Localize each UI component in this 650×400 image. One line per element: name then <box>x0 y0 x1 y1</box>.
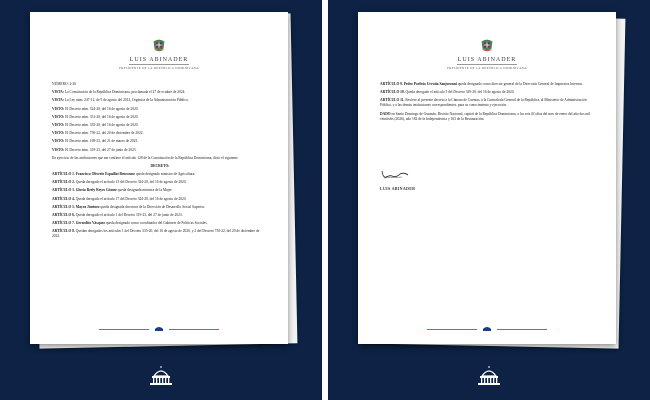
visto-item: VISTA: La Constitución de la República Dominicana, proclamada el 27 de octubre de 2024. <box>52 90 186 95</box>
letterhead-title: PRESIDENTE DE LA REPÚBLICA DOMINICANA <box>447 66 527 70</box>
articles-list-page-2 <box>380 82 596 108</box>
palace-mini-icon <box>154 325 164 331</box>
decree-body-page-2 <box>380 82 596 125</box>
letterhead-name: LUIS ABINADER <box>457 57 517 63</box>
article-item: ARTÍCULO 6. Queda derogado el artículo 1 del Decreto 319-23, del 27 de junio de 2023. <box>52 213 183 217</box>
article-item: ARTÍCULO 5. Mayra Jiménez queda designada directora de la Dirección de Desarrollo Social Superior. <box>52 204 206 209</box>
coat-of-arms-icon <box>478 36 496 54</box>
visto-item: VISTO: El Decreto núm. 335-20, del 16 de agosto de 2020. <box>52 122 139 127</box>
article-item: ARTÍCULO 3. Gloria Reely Reyes Gómez queda designada ministra de la Mujer. <box>52 188 173 193</box>
palace-mini-icon <box>482 325 492 331</box>
article-item: ARTÍCULO 9. Pedro Porfirio Urrutia Sanjuronni queda designado como director general de la Dirección General de Impuestos Internos. <box>380 82 583 86</box>
decree-page-2-panel <box>328 0 650 400</box>
preamble: En ejercicio de las atribuciones que me confiere el artículo 128 de la Constitución de la República Dominicana, dicto el siguiente <box>52 155 238 160</box>
dado-paragraph: DADO en Santo Domingo de Guzmán, Distrito Nacional, capital de la República Dominicana, a los seis (6) días del mes de enero del año dos mil veintiséis (2026), año 182 de la Independencia y 163 de la Restauración. <box>380 111 591 121</box>
letterhead <box>30 57 288 70</box>
national-palace-icon <box>475 364 503 386</box>
national-palace-icon <box>147 364 175 386</box>
letterhead <box>358 57 616 70</box>
articles-list-page-1 <box>52 172 268 239</box>
article-item: ARTÍCULO 4. Queda derogado el artículo 17 del Decreto 324-20, del 16 de agosto de 2020. <box>52 196 187 201</box>
decree-page-2 <box>358 12 616 344</box>
article-item: ARTÍCULO 11. Envíese al presente decreto a la Cámara de Cuentas, a la Contraloría General de la República, al Ministerio de Administración Pública, y a las demás instituciones correspondientes, para su conocimiento y ejecución. <box>380 98 587 108</box>
visto-item: VISTO: El Decreto núm. 324-20, del 16 de agosto de 2020. <box>52 106 139 111</box>
article-item: ARTÍCULO 2. Queda derogado el artículo 13 del Decreto 324-20, del 16 de agosto de 2020. <box>52 180 187 185</box>
article-item: ARTÍCULO 10. Queda derogado el artículo 5 del Decreto 329-20, del 16 de agosto de 2020. <box>380 90 515 95</box>
decree-page-1-panel <box>0 0 322 400</box>
visto-item: VISTO: El Decreto núm. 169-23, del 21 de marzo de 2023. <box>52 139 139 144</box>
letterhead-divider <box>129 64 189 65</box>
decree-page-1 <box>30 12 288 344</box>
letterhead-title: PRESIDENTE DE LA REPÚBLICA DOMINICANA <box>119 66 199 70</box>
letterhead-name: LUIS ABINADER <box>129 57 189 63</box>
decree-number: NÚMERO: 2-26 <box>52 82 77 86</box>
signature-block <box>380 167 430 191</box>
footer-rule <box>99 325 219 331</box>
letterhead-divider <box>457 64 517 65</box>
article-item: ARTÍCULO 7. Gerardito Vásquez queda designado como coordinador del Gabinete de Políticas Sociales. <box>52 221 208 226</box>
article-item: ARTÍCULO 1. Francisco Oliverio Espaillat Bencosme queda designado ministro de Agricultura. <box>52 172 196 177</box>
footer-rule <box>427 325 547 331</box>
decreto-heading: DECRETO: <box>150 163 170 168</box>
visto-item: VISTO: El Decreto núm. 331-20, del 16 de agosto de 2020. <box>52 114 139 119</box>
vistos-list <box>52 90 268 152</box>
visto-item: VISTO: El Decreto núm. 750-22, del 20 de diciembre de 2022. <box>52 131 144 136</box>
article-item: ARTÍCULO 8. Quedan derogados los artículos 1 del Decreto 335-20, del 16 de agosto de 2020, y 2 del Decreto 750-22, del 20 de diciembre de 2022. <box>52 229 260 239</box>
handwritten-signature-icon <box>380 168 410 180</box>
visto-item: VISTA: La Ley núm. 247-12, de 9 de agosto del 2012, Orgánica de la Administración Pública. <box>52 98 189 103</box>
coat-of-arms-icon <box>150 36 168 54</box>
decree-body-page-1 <box>52 82 268 243</box>
visto-item: VISTO: El Decreto núm. 319-23, del 27 de junio de 2023. <box>52 147 137 152</box>
signature-name: LUIS ABINADER <box>380 186 416 191</box>
